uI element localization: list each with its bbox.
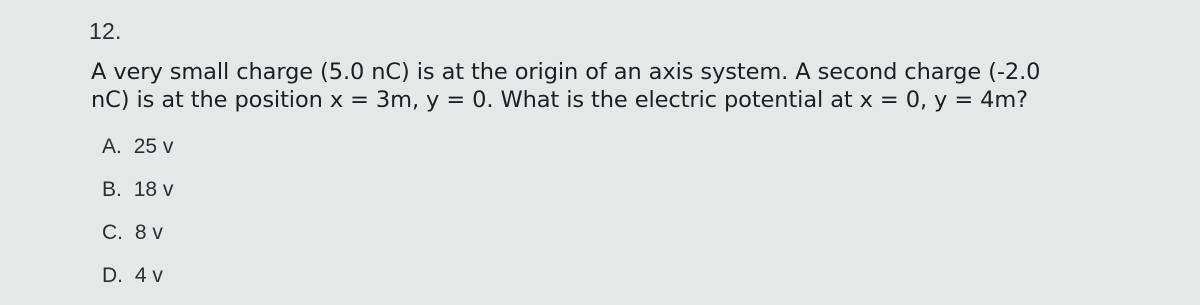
option-c[interactable] (102, 219, 173, 262)
option-letter: D. (102, 264, 123, 287)
question-line: nC) is at the position x = 3m, y = 0. What is the electric potential at x = 0, y = 4m? (91, 87, 1029, 113)
option-letter: C. (102, 221, 123, 244)
option-text: 8 v (134, 221, 163, 244)
question-line: A very small charge (5.0 nC) is at the origin of an axis system. A second charge (-2.0 (91, 59, 1041, 85)
option-b[interactable] (102, 176, 173, 219)
answer-options (102, 133, 173, 305)
option-d[interactable] (102, 262, 173, 305)
option-text: 4 v (134, 264, 163, 287)
option-text: 18 v (133, 178, 174, 201)
question-number: 12. (89, 18, 122, 44)
option-a[interactable] (102, 133, 173, 176)
option-text: 25 v (133, 135, 174, 158)
option-letter: A. (102, 135, 122, 158)
question-text (91, 58, 1181, 114)
option-letter: B. (102, 178, 122, 201)
